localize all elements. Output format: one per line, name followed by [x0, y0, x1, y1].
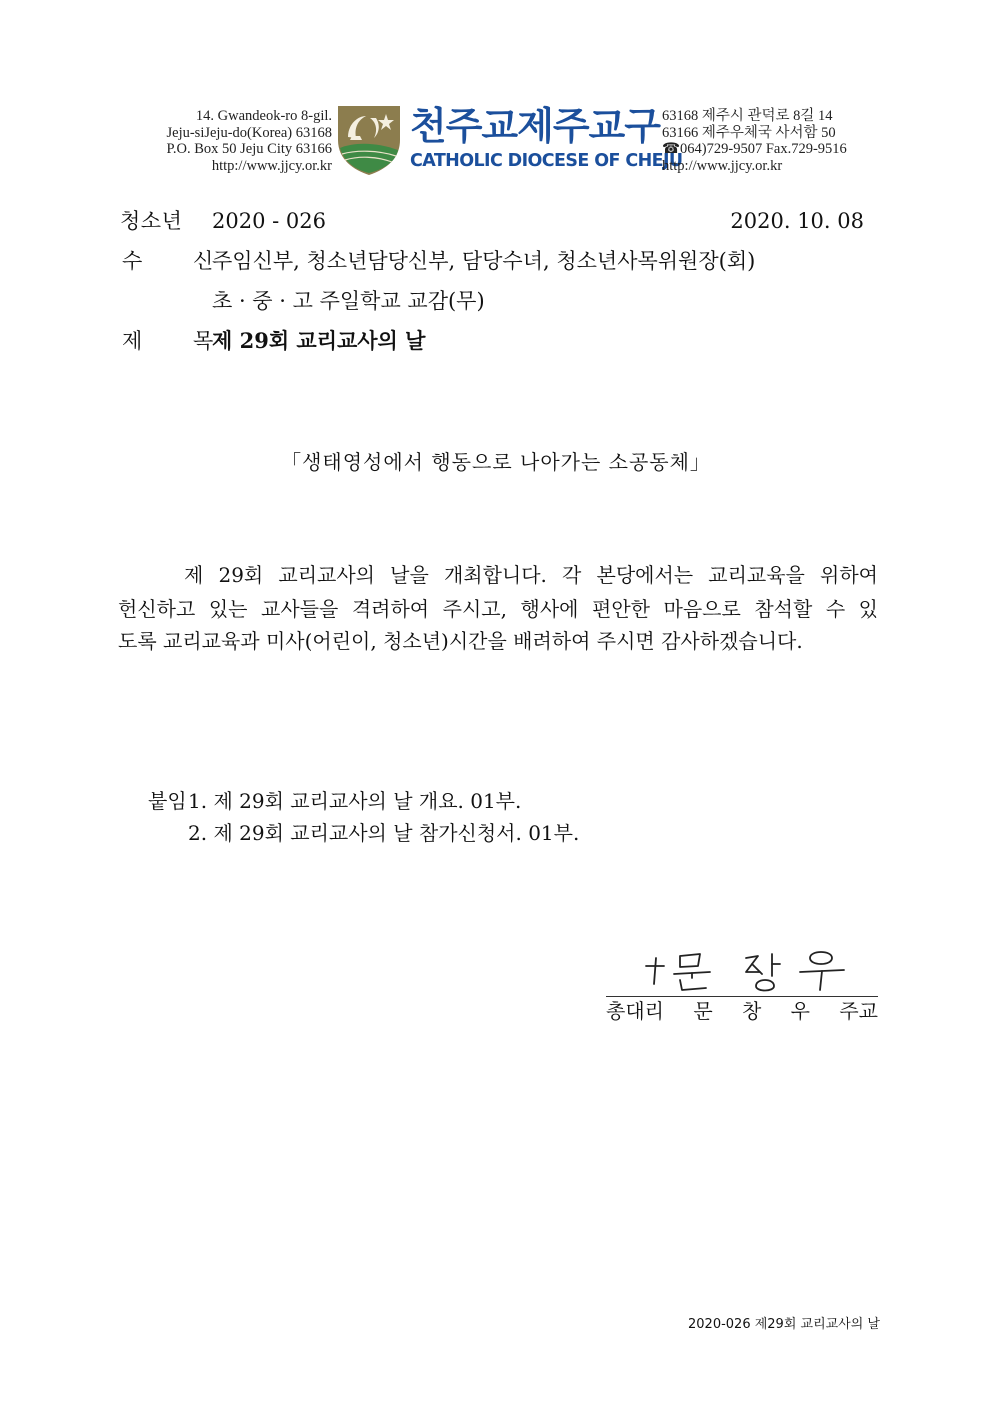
recipient-line-1: 주임신부, 청소년담당신부, 담당수녀, 청소년사목위원장(회) — [212, 249, 756, 273]
attachment-item-2: 2. 제 29회 교리교사의 날 참가신청서. 01부. — [188, 821, 580, 845]
signer-name-char-1: 문 — [693, 999, 713, 1023]
address-kr-line-2: 63166 제주우체국 사서함 50 — [662, 124, 836, 141]
signer-position: 총대리 — [606, 999, 664, 1023]
signer-rank: 주교 — [839, 999, 878, 1023]
letterhead-address-en — [110, 108, 332, 174]
signer-name-char-2: 창 — [741, 999, 762, 1023]
recipient-line-2: 초 · 중 · 고 주일학교 교감(무) — [212, 289, 485, 313]
signature-text: ✝문 창 우 — [606, 944, 611, 945]
handwritten-signature — [606, 944, 876, 994]
document-number: 2020 - 026 — [212, 209, 326, 233]
signer-name-char-3: 우 — [790, 999, 810, 1023]
diocese-name-korean: 천주교제주교구 — [410, 104, 660, 148]
letterhead-address-kr — [662, 108, 892, 174]
address-kr-line-1: 63168 제주시 관덕로 8길 14 — [662, 108, 833, 124]
diocese-name-english: CATHOLIC DIOCESE OF CHEJU — [410, 151, 683, 171]
website-en: http://www.jjcy.or.kr — [211, 157, 332, 174]
document-department: 청소년 — [120, 209, 183, 233]
subject-title: 제 29회 교리교사의 날 — [212, 328, 426, 353]
signer-name-title — [606, 998, 878, 1024]
body-line-2: 헌신하고 있는 교사들을 격려하여 주시고, 행사에 편안한 마음으로 참석할 수 있 — [118, 597, 878, 621]
attachment-item-1: 1. 제 29회 교리교사의 날 개요. 01부. — [188, 789, 522, 813]
page-footer: 2020-026 제29회 교리교사의 날 — [688, 1317, 880, 1332]
body-line-3: 도록 교리교육과 미사(어린이, 청소년)시간을 배려하여 주시면 감사하겠습니다. — [118, 629, 803, 653]
address-en-line-2: Jeju-siJeju-do(Korea) 63168 — [166, 124, 332, 141]
body-line-1: 제 29회 교리교사의 날을 개최합니다. 각 본당에서는 교리교육을 위하여 — [184, 563, 878, 587]
address-en-line-1: 14. Gwandeok-ro 8-gil. — [195, 108, 332, 124]
recipient-label: 수 신 — [122, 249, 236, 273]
diocese-emblem-icon — [336, 104, 402, 176]
signature-underline — [606, 996, 878, 997]
subject-label: 제 목 — [122, 329, 236, 353]
document-date: 2020. 10. 08 — [730, 209, 864, 233]
slogan: 「생태영성에서 행동으로 나아가는 소공동체」 — [281, 450, 711, 474]
address-en-line-3: P.O. Box 50 Jeju City 63166 — [166, 141, 332, 157]
attachment-label: 붙임 — [148, 789, 187, 813]
phone-fax: ☎064)729-9507 Fax.729-9516 — [662, 141, 847, 157]
website-kr: http://www.jjcy.or.kr — [662, 157, 783, 174]
